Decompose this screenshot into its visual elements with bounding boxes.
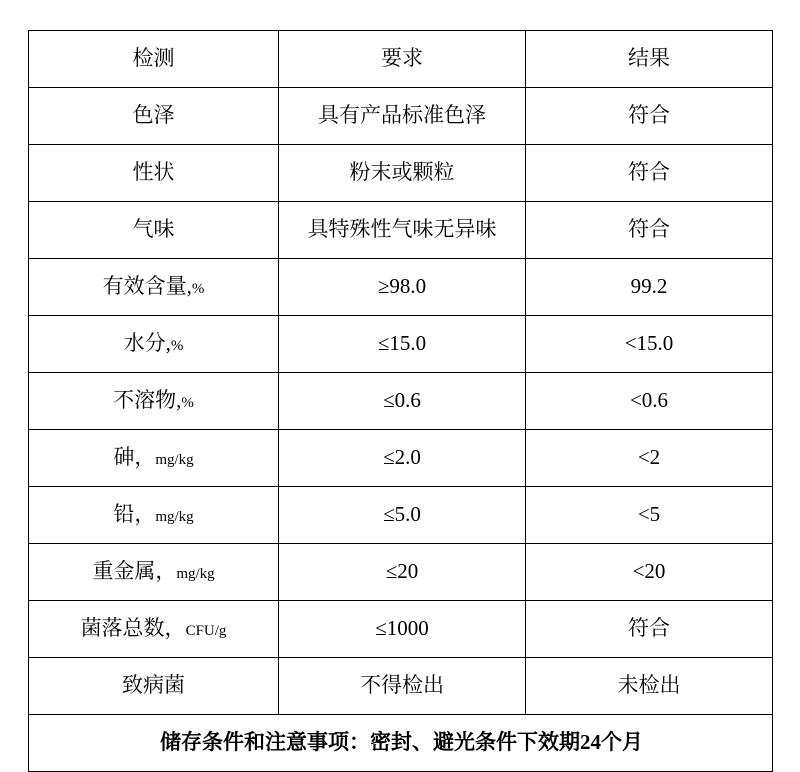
table-row: [29, 88, 773, 145]
cell-item-label: 重金属，: [92, 559, 177, 584]
table-row: [29, 601, 773, 658]
table-row: [29, 487, 773, 544]
cell-item-unit: %: [181, 395, 194, 412]
cell-item: [29, 601, 279, 658]
table-row: [29, 202, 773, 259]
cell-result: <2: [526, 430, 773, 487]
cell-item-unit: mg/kg: [155, 509, 194, 526]
header-cell-item: 检测: [29, 31, 279, 88]
cell-item: [29, 316, 279, 373]
cell-item: [29, 373, 279, 430]
cell-item: 气味: [29, 202, 279, 259]
cell-requirement: ≤1000: [279, 601, 526, 658]
cell-item: [29, 259, 279, 316]
cell-requirement: ≤15.0: [279, 316, 526, 373]
cell-result: <0.6: [526, 373, 773, 430]
table-row: [29, 145, 773, 202]
table-row: [29, 658, 773, 715]
table-row: [29, 316, 773, 373]
header-cell-requirement: 要求: [279, 31, 526, 88]
cell-result: 未检出: [526, 658, 773, 715]
cell-item: 致病菌: [29, 658, 279, 715]
cell-result: 符合: [526, 145, 773, 202]
cell-item: [29, 487, 279, 544]
cell-result: <15.0: [526, 316, 773, 373]
table-row: [29, 259, 773, 316]
cell-requirement: ≤2.0: [279, 430, 526, 487]
cell-item-label: 铅，: [113, 502, 156, 527]
cell-item: 性状: [29, 145, 279, 202]
cell-item-unit: %: [170, 338, 184, 355]
cell-requirement: ≤5.0: [279, 487, 526, 544]
cell-item-unit: %: [191, 281, 205, 298]
cell-requirement: 粉末或颗粒: [279, 145, 526, 202]
spec-table-container: [28, 30, 772, 772]
table-footer-row: [29, 715, 773, 772]
table-row: [29, 373, 773, 430]
specification-table: [28, 30, 773, 772]
cell-requirement: ≥98.0: [279, 259, 526, 316]
cell-item-label: 水分,: [123, 331, 171, 356]
cell-result: <5: [526, 487, 773, 544]
cell-item-label: 不溶物,: [113, 388, 182, 413]
cell-item: [29, 430, 279, 487]
cell-item-label: 有效含量,: [102, 274, 192, 299]
table-header-row: [29, 31, 773, 88]
table-row: [29, 544, 773, 601]
cell-result: 符合: [526, 88, 773, 145]
cell-item-label: 砷，: [113, 445, 156, 470]
cell-requirement: 具有产品标准色泽: [279, 88, 526, 145]
cell-requirement: 不得检出: [279, 658, 526, 715]
table-row: [29, 430, 773, 487]
cell-result: 符合: [526, 601, 773, 658]
header-cell-result: 结果: [526, 31, 773, 88]
cell-item-unit: CFU/g: [185, 623, 227, 640]
cell-item: [29, 544, 279, 601]
cell-item-label: 菌落总数，: [80, 616, 186, 641]
cell-requirement: ≤0.6: [279, 373, 526, 430]
cell-item-unit: mg/kg: [176, 566, 215, 583]
cell-result: 符合: [526, 202, 773, 259]
cell-requirement: ≤20: [279, 544, 526, 601]
cell-result: 99.2: [526, 259, 773, 316]
cell-result: <20: [526, 544, 773, 601]
cell-item-unit: mg/kg: [155, 452, 194, 469]
storage-note-cell: 储存条件和注意事项：密封、避光条件下效期24个月: [29, 715, 773, 772]
cell-requirement: 具特殊性气味无异味: [279, 202, 526, 259]
cell-item: 色泽: [29, 88, 279, 145]
